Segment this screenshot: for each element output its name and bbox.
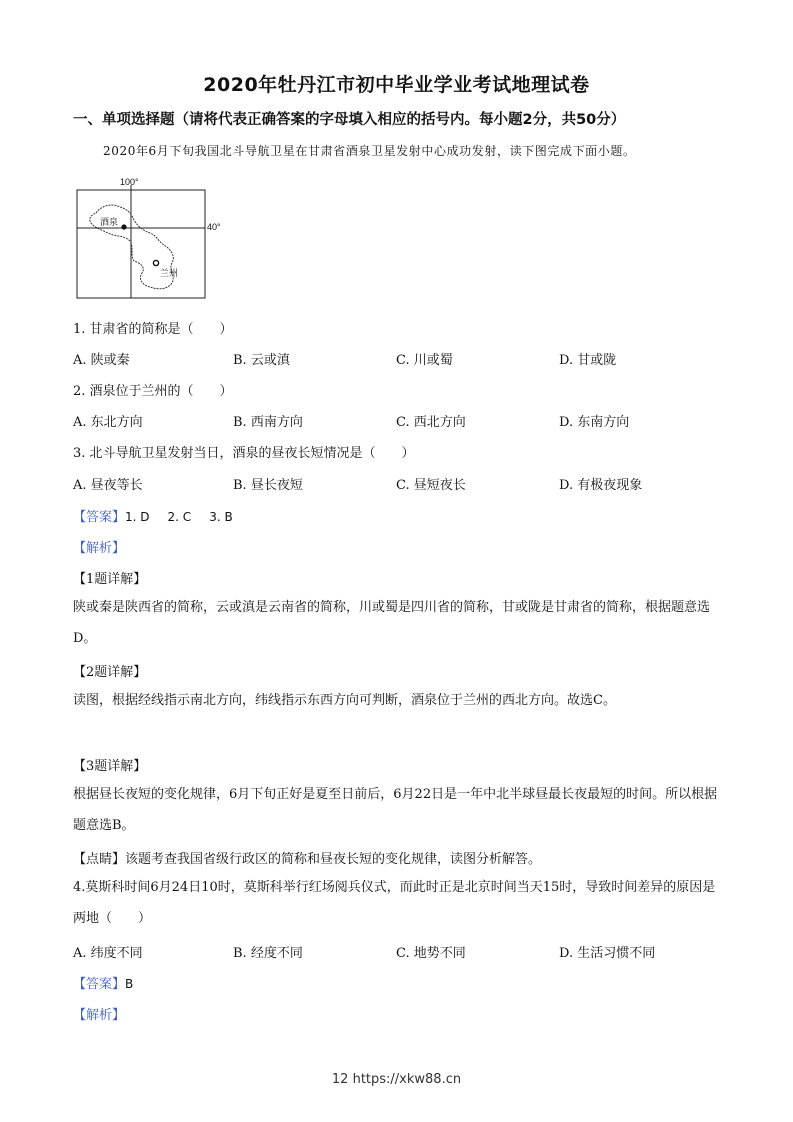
answer-2-value: B xyxy=(125,977,134,991)
question-3-stem: 3. 北斗导航卫星发射当日，酒泉的昼夜长短情况是（ ） xyxy=(73,446,415,461)
analysis-2-label: 【解析】 xyxy=(73,1008,126,1023)
detail-3-label: 【3题详解】 xyxy=(73,759,147,774)
answer-value-3: 3. B xyxy=(209,510,233,524)
page-footer: 12 https://xkw88.cn xyxy=(331,1072,462,1087)
answer-2-label: 【答案】 xyxy=(73,977,126,992)
q3-option-b: B. 昼长夜短 xyxy=(233,478,303,493)
q4-option-c: C. 地势不同 xyxy=(396,946,466,961)
q1-option-a: A. 陕或秦 xyxy=(73,353,130,368)
comment-text: 该题考查我国省级行政区的简称和昼夜长短的变化规律，读图分析解答。 xyxy=(125,852,542,867)
jiuquan-label: 酒泉 xyxy=(100,218,119,228)
q2-option-a: A. 东北方向 xyxy=(73,415,143,430)
q3-option-a: A. 昼夜等长 xyxy=(73,478,143,493)
page-title: 2020年牡丹江市初中毕业学业考试地理试卷 xyxy=(203,74,590,96)
analysis-label: 【解析】 xyxy=(73,541,126,556)
q1-option-d: D. 甘或陇 xyxy=(559,353,617,368)
map-frame xyxy=(77,190,205,298)
lanzhou-label: 兰州 xyxy=(160,269,179,279)
section-heading: 一、单项选择题（请将代表正确答案的字母填入相应的括号内。每小题2分，共50分） xyxy=(73,112,626,128)
gansu-map-figure xyxy=(72,175,232,305)
q1-option-b: B. 云或滇 xyxy=(233,353,290,368)
answer-value-1: 1. D xyxy=(125,510,150,524)
question-1-stem: 1. 甘肃省的简称是（ ） xyxy=(73,322,233,337)
answer-line-2 xyxy=(73,973,133,992)
answer-value-2: 2. C xyxy=(167,510,192,524)
longitude-label: 100° xyxy=(120,177,139,187)
lanzhou-marker xyxy=(153,260,158,265)
latitude-label: 40° xyxy=(207,222,221,232)
q2-option-d: D. 东南方向 xyxy=(559,415,630,430)
intro-text: 2020年6月下旬我国北斗导航卫星在甘肃省酒泉卫星发射中心成功发射，读下图完成下面小题。 xyxy=(103,144,636,158)
q4-option-a: A. 纬度不同 xyxy=(73,946,143,961)
answer-line-1 xyxy=(73,506,233,525)
q2-option-b: B. 西南方向 xyxy=(233,415,303,430)
detail-3-text: 根据昼长夜短的变化规律，6月下旬正好是夏至日前后，6月22日是一年中北半球昼最长夜最短的时间。所以根据题意选B。 xyxy=(73,787,718,833)
q3-option-c: C. 昼短夜长 xyxy=(396,478,466,493)
jiuquan-marker xyxy=(121,224,126,229)
comment-label: 【点睛】 xyxy=(73,852,126,867)
question-4-stem: 4.莫斯科时间6月24日10时，莫斯科举行红场阅兵仪式，而此时正是北京时间当天15时，导致时间差异的原因是两地（ ） xyxy=(73,880,716,926)
detail-1-label: 【1题详解】 xyxy=(73,572,147,587)
detail-2-label: 【2题详解】 xyxy=(73,665,147,680)
comment-line xyxy=(73,848,541,867)
detail-2-text: 读图，根据经线指示南北方向，纬线指示东西方向可判断，酒泉位于兰州的西北方向。故选C。 xyxy=(73,693,616,708)
question-2-stem: 2. 酒泉位于兰州的（ ） xyxy=(73,384,233,399)
q2-option-c: C. 西北方向 xyxy=(396,415,466,430)
detail-1-text: 陕或秦是陕西省的简称，云或滇是云南省的简称，川或蜀是四川省的简称，甘或陇是甘肃省的简称，根据题意选D。 xyxy=(73,600,711,646)
q3-option-d: D. 有极夜现象 xyxy=(559,478,643,493)
q4-option-d: D. 生活习惯不同 xyxy=(559,946,656,961)
q4-option-b: B. 经度不同 xyxy=(233,946,303,961)
answer-label: 【答案】 xyxy=(73,510,126,525)
q1-option-c: C. 川或蜀 xyxy=(396,353,453,368)
